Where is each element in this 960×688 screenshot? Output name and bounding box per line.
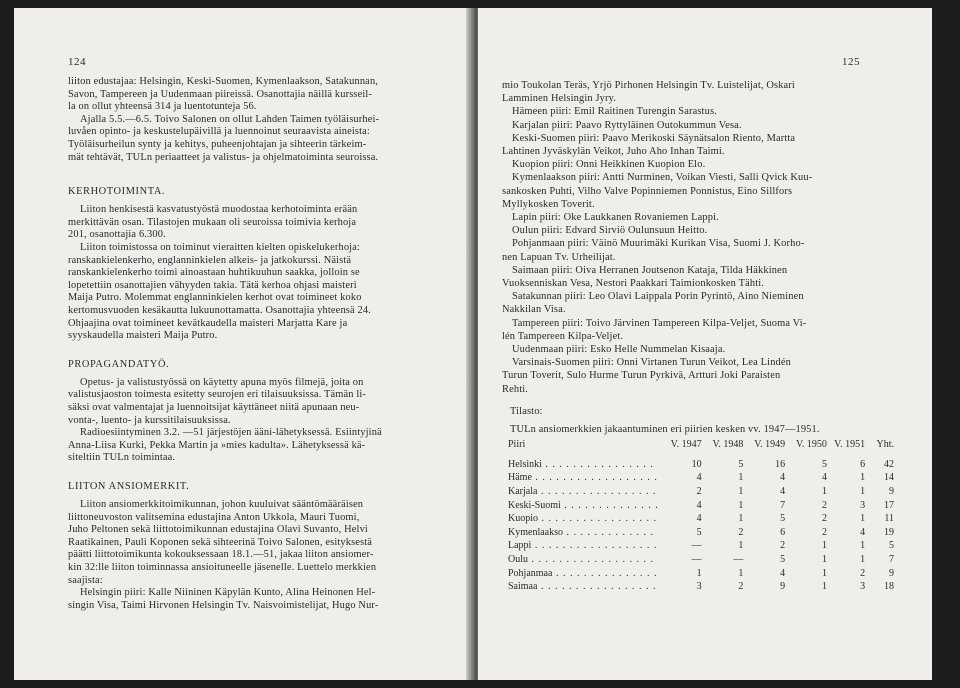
table-cell: 1	[738, 567, 744, 579]
table-header-cell: Piiri	[508, 439, 526, 451]
table-cell: 5	[780, 554, 786, 566]
district-name: Keski-Suomi . . .	[508, 500, 658, 511]
text-line: Varsinais-Suomen piiri: Onni Virtanen Turun Veikot, Lea Lindén	[512, 357, 791, 369]
table-cell: 5	[738, 458, 744, 470]
table-header-cell: Yht.	[876, 439, 894, 451]
table-cell: 1	[860, 486, 866, 498]
table-cell: 10	[691, 458, 702, 470]
table-cell: 1	[821, 486, 827, 498]
table-cell	[508, 458, 658, 472]
table-cell: 11	[884, 513, 894, 525]
district-name: Saimaa . . .	[508, 581, 658, 592]
district-name: Karjala . . .	[508, 486, 658, 497]
table-cell: —	[691, 540, 702, 552]
table-header-cell: V. 1949	[754, 439, 786, 451]
text-line: saajista:	[68, 574, 103, 586]
text-line: kin 32:lle liiton toiminnassa ansioituneelle jäsenelle. Luettelo merkkien	[68, 562, 377, 573]
page-number-left: 124	[68, 56, 86, 68]
text-line: kertomusvuoden kesäkautta lukuunottamatta. Osanottajia yhteensä 24.	[68, 305, 371, 316]
text-line: vonta-, luento- ja kurssitilaisuuksissa.	[68, 414, 231, 426]
table-cell: 2	[821, 499, 827, 511]
text-line: Liiton henkisestä kasvatustyöstä muodostaa kerhotoiminta erään	[80, 204, 358, 216]
text-line: Myllykosken Toverit.	[502, 198, 595, 210]
text-line: Juho Peltonen sekä liittotoimikunnan edustajina Olavi Suvanto, Helvi	[68, 524, 368, 536]
text-line: mät tehtävät, TULn periaatteet ja valistus- ja ohjelmatoiminta seuroissa.	[68, 151, 379, 163]
district-name: Oulu . . .	[508, 554, 658, 565]
table-cell: 1	[821, 540, 827, 552]
text-line: Raatikainen, Pauli Koponen sekä sihteerinä Toivo Salonen, esityksestä	[68, 536, 373, 548]
district-name: Häme . . .	[508, 472, 658, 483]
table-row	[508, 526, 894, 540]
text-line: ranskankielenkerho toimi ainoastaan huhtikuuhun saakka, jolloin se	[68, 267, 360, 279]
table-row	[508, 498, 894, 512]
text-line: Radioesiintyminen 3.2. —51 järjestöjen ääni-lähetyksessä. Esiintyjinä	[80, 427, 382, 439]
table-cell: 42	[884, 458, 894, 470]
table-cell: 1	[696, 567, 702, 579]
table-cell: 2	[860, 567, 866, 579]
text-line: Maija Putro. Molemmat englanninkielen kerhot ovat toimineet koko	[68, 292, 362, 304]
text-line: lén Tampereen Kilpa-Veljet.	[502, 330, 624, 342]
table-cell: 17	[884, 499, 894, 511]
table-cell: 2	[780, 540, 786, 552]
table-cell	[508, 471, 658, 485]
district-name: Kuopio . . .	[508, 513, 658, 524]
section-heading: KERHOTOIMINTA.	[68, 186, 166, 198]
table-cell: 1	[821, 554, 827, 566]
text-line: Vuoksenniskan Vesa, Nestori Paakkari Taimionkosken Tähti.	[502, 278, 765, 289]
text-line: Helsingin piiri: Kalle Niininen Käpylän Kunto, Alina Heinonen Hel-	[80, 587, 376, 599]
text-line: Ajalla 5.5.—6.5. Toivo Salonen on ollut Lahden Taimen työläisurhei-	[80, 113, 380, 125]
table-cell	[508, 526, 658, 540]
table-cell: —	[733, 554, 744, 566]
text-line: Liiton toimistossa on toiminut vieraitten kielten opiskelukerhoja:	[80, 242, 361, 253]
text-line: Kymenlaakson piiri: Antti Nurminen, Voikan Viesti, Salli Qvick Kuu-	[512, 172, 813, 184]
table-cell: 14	[884, 472, 894, 484]
text-line: la on ollut yhteensä 314 ja luentotunteja 56.	[68, 101, 257, 113]
district-name: Pohjanmaa . . .	[508, 568, 658, 579]
table-row	[508, 485, 894, 499]
table-row	[508, 566, 894, 580]
table-cell	[508, 566, 658, 580]
table-cell: 1	[738, 486, 744, 498]
text-line: Lamminen Helsingin Jyry.	[502, 93, 617, 105]
table-cell: 4	[780, 567, 786, 579]
table-row	[508, 512, 894, 526]
table-cell	[508, 498, 658, 512]
table-header-cell: V. 1950	[796, 439, 827, 451]
text-line: päätti liittotoimikunta kokouksessaan 18.1.—51, jakaa liiton ansiomer-	[68, 549, 374, 561]
text-line: Anna-Liisa Kurki, Pekka Martin ja »mies kadulta». Lähetyksessä kä-	[68, 439, 366, 451]
table-header-cell: V. 1951	[834, 439, 866, 451]
text-line: merkittävän osan. Tilastojen mukaan oli seuroissa toimivia kerhoja	[68, 216, 357, 228]
table-cell: 4	[780, 472, 786, 484]
table-cell: 9	[889, 486, 894, 498]
text-line: Uudenmaan piiri: Esko Helle Nummelan Kisaaja.	[512, 344, 726, 355]
text-line: Tampereen piiri: Toivo Järvinen Tampereen Kilpa-Veljet, Suoma Vi-	[512, 317, 807, 329]
table-cell	[508, 485, 658, 499]
table-cell: 2	[821, 526, 827, 538]
table-cell: 18	[884, 581, 894, 593]
page-number-right: 125	[842, 56, 860, 68]
text-line: Kuopion piiri: Onni Heikkinen Kuopion Elo.	[512, 159, 706, 171]
table-cell: 1	[860, 513, 866, 525]
table-cell: 7	[780, 499, 786, 511]
table-cell: 16	[775, 458, 786, 470]
table-cell: 3	[696, 581, 702, 593]
table-cell	[508, 580, 658, 594]
table-row	[508, 539, 894, 553]
table-cell: 4	[860, 526, 866, 538]
table-header-row	[508, 438, 894, 452]
table-row	[508, 553, 894, 567]
text-line: luvåen opinto- ja keskustelupäivillä ja luennoinut seuraavista aineista:	[68, 126, 370, 138]
text-line: Rehti.	[502, 383, 529, 395]
table-cell	[508, 553, 658, 567]
text-line: nen Lapuan Tv. Urheilijat.	[502, 251, 616, 263]
text-line: 201, osanottajia 6.300.	[68, 229, 166, 241]
text-line: mio Toukolan Teräs, Yrjö Pirhonen Helsingin Tv. Luistelijat, Oskari	[502, 80, 795, 91]
district-name: Helsinki . . .	[508, 459, 658, 470]
text-line: Lahtinen Jyväskylän Veikot, Juho Aho Inhan Taimi.	[502, 146, 725, 157]
text-line: singin Visa, Taimi Hirvonen Helsingin Tv. Naisvoimistelijat, Hugo Nur-	[68, 599, 379, 611]
text-line: lopetettiin osanottajien vähyyden takia. Tätä kerhoa ohjasi maisteri	[68, 279, 357, 291]
table-cell: 1	[738, 513, 744, 525]
text-line: säksi ovat valmentajat ja luennoitsijat käyttäneet niitä apunaan neu-	[68, 402, 360, 413]
table-cell: 5	[889, 540, 894, 552]
table-cell: 1	[738, 499, 744, 511]
table-cell: 2	[821, 513, 827, 525]
text-line: ranskankielenkerho, englanninkielen alkeis- ja jatkokurssi. Näistä	[68, 254, 352, 266]
table-cell: 1	[860, 540, 866, 552]
text-line: Karjalan piiri: Paavo Ryttyläinen Outokummun Vesa.	[512, 119, 742, 131]
table-cell: 6	[780, 526, 786, 538]
table-cell: 4	[780, 486, 786, 498]
table-cell: 3	[860, 499, 866, 511]
text-line: Hämeen piiri: Emil Raitinen Turengin Sarastus.	[512, 106, 717, 118]
district-name: Kymenlaakso . . .	[508, 527, 658, 538]
table-cell: 1	[738, 472, 744, 484]
left-page	[14, 8, 472, 680]
text-line: Lapin piiri: Oke Laukkanen Rovaniemen Lappi.	[512, 212, 719, 223]
table-cell: 4	[696, 499, 702, 511]
text-line: Liiton ansiomerkkitoimikunnan, johon kuuluivat sääntömääräisen	[80, 499, 364, 510]
section-heading: PROPAGANDATYÖ.	[68, 358, 170, 370]
text-line: liittoneuvoston valitsemina edustajina Anton Ukkola, Mauri Tuomi,	[68, 511, 360, 523]
text-line: Työläisurheilun synty ja kehitys, puheenjohtajan ja sihteerin tärkeim-	[68, 139, 367, 150]
table-cell: 2	[696, 486, 702, 498]
table-cell: 2	[738, 526, 744, 538]
table-cell: 1	[860, 554, 866, 566]
text-line: syyskaudella maisteri Maija Putro.	[68, 330, 218, 342]
table-cell: 7	[889, 554, 894, 566]
table-cell: 1	[860, 472, 866, 484]
table-cell: 4	[696, 472, 702, 484]
right-page	[478, 8, 932, 680]
table-cell: 5	[821, 458, 827, 470]
text-line: sankosken Puhti, Vilho Valve Popinniemen Ponnistus, Eino Sillfors	[502, 185, 793, 197]
table-cell	[508, 512, 658, 526]
table-header-cell: V. 1948	[712, 439, 744, 451]
text-line: Keski-Suomen piiri: Paavo Merikoski Säynätsalon Riento, Martta	[512, 132, 796, 144]
table-cell: 4	[821, 472, 827, 484]
text-line: siteltiin TULn toimintaa.	[68, 452, 176, 464]
table-row	[508, 458, 894, 472]
district-name: Lappi . . .	[508, 540, 658, 551]
text-line: valistusjaoston toimesta esitetty seurojen eri tilaisuuksissa. Tämän li-	[68, 389, 367, 401]
text-line: Oulun piiri: Edvard Sirviö Oulunsuun Heitto.	[512, 225, 708, 237]
table-cell: 2	[738, 581, 744, 593]
table-cell: 6	[860, 458, 866, 470]
table-caption: Tilasto:	[510, 406, 543, 417]
table-cell: 4	[696, 513, 702, 525]
text-line: liiton edustajaa: Helsingin, Keski-Suomen, Kymenlaakson, Satakunnan,	[68, 76, 379, 87]
table-cell: 9	[780, 581, 786, 593]
table-header-cell: V. 1947	[670, 439, 702, 451]
table-cell: 9	[889, 567, 894, 579]
text-line: Saimaan piiri: Oiva Herranen Joutsenon Kataja, Tilda Häkkinen	[512, 264, 788, 276]
text-line: Opetus- ja valistustyössä on käytetty apuna myös filmejä, joita on	[80, 376, 364, 388]
table-cell: 3	[860, 581, 866, 593]
table-cell: —	[691, 554, 702, 566]
stats-table	[508, 438, 894, 594]
table-cell: 5	[696, 526, 702, 538]
table-cell: 5	[780, 513, 786, 525]
text-line: Ohjaajina ovat toimineet kevätkaudella maisteri Marjatta Kare ja	[68, 317, 348, 329]
table-row	[508, 580, 894, 594]
table-cell: 1	[821, 567, 827, 579]
table-cell: 1	[738, 540, 744, 552]
text-line: Pohjanmaan piiri: Väinö Muurimäki Kurikan Visa, Suomi J. Korho-	[512, 238, 805, 250]
text-line: Satakunnan piiri: Leo Olavi Laippala Porin Pyrintö, Aino Nieminen	[512, 291, 804, 303]
table-cell: 19	[884, 526, 894, 538]
table-subcaption: TULn ansiomerkkien jakaantuminen eri piirien kesken vv. 1947—1951.	[510, 424, 820, 435]
text-line: Savon, Tampereen ja Uudenmaan piireissä. Osanottajia näillä kursseil-	[68, 88, 373, 100]
table-cell	[508, 539, 658, 553]
table-row	[508, 471, 894, 485]
table-cell: 1	[821, 581, 827, 593]
text-line: Turun Toverit, Sulo Hurme Turun Pyrkivä, Artturi Joki Paraisten	[502, 370, 781, 382]
section-heading: LIITON ANSIOMERKIT.	[68, 481, 190, 492]
text-line: Nakkilan Visa.	[502, 304, 566, 316]
